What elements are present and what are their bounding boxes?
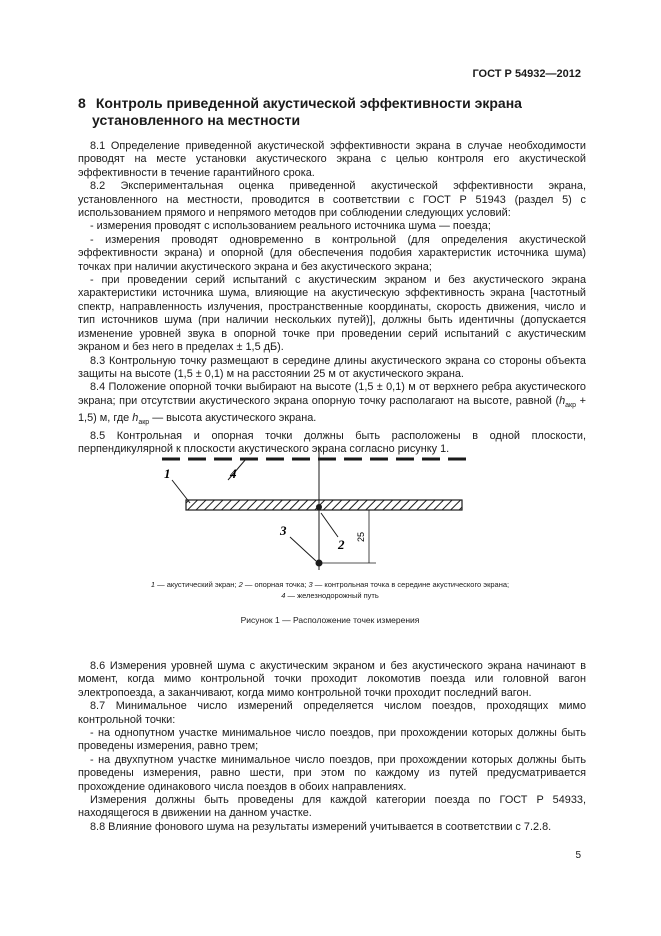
leader-line-1: [172, 480, 190, 503]
figure-legend: 1 — акустический экран; 2 — опорная точка; 3 — контрольная точка в середине акустического экрана; 4 — железнодорожный путь: [150, 580, 510, 600]
label-1: 1: [164, 466, 171, 481]
bullet-single-track: - на однопутном участке минимальное число поездов, при прохождении которых должны быть проведены измерения, равно трем;: [78, 727, 586, 753]
bullet-real-source: - измерения проводят с использованием реального источника шума — поезда;: [90, 220, 491, 233]
leader-line-3: [290, 537, 316, 561]
label-3: 3: [280, 523, 287, 538]
section-title-line-1: Контроль приведенной акустической эффективности экрана: [95, 95, 522, 111]
figure-1-diagram: [150, 445, 480, 575]
figure-caption: Рисунок 1 — Расположение точек измерения: [240, 615, 420, 625]
acoustic-screen-rect: [186, 500, 462, 510]
section-number: 8: [78, 95, 86, 111]
section-title-line-2: установленного на местности: [92, 112, 301, 128]
reference-point: [316, 504, 322, 510]
paragraph-8-3: 8.3 Контрольную точку размещают в середине длины акустического экрана со стороны объекта защиты на высоте (1,5 ± 0,1) м на расстоянии 25 м от акустического экрана.: [78, 354, 586, 380]
bullet-identical-source: - при проведении серий испытаний с акустическим экраном и без акустического экрана характеристики источника шума, влияющие на акустическую эффективность экрана [частотный спектр, направленность излучения, пространственные координаты, скорость движения, число и тип источников шума (при наличии нескольких путей)], должны быть идентичны (допускается изменение уровней звука в опорной точке при проведении серий испытаний с акустическим экраном и без него в пределах ± 1,5 дБ).: [78, 274, 586, 354]
paragraph-8-7: 8.7 Минимальное число измерений определяется числом поездов, проходящих мимо контрольной точки:: [78, 700, 586, 726]
dimension-label: 25: [356, 531, 366, 542]
label-4: 4: [230, 466, 237, 481]
paragraph-train-category: Измерения должны быть проведены для каждой категории поезда по ГОСТ Р 54933, находящегося в движении на данном участке.: [78, 794, 586, 820]
control-point: [316, 560, 323, 567]
bullet-simultaneous: - измерения проводят одновременно в контрольной (для определения акустической эффективности экрана) и опорной (для обеспечения подобия характеристик источника шума) точках при наличии акустического экрана и без акустического экрана;: [78, 233, 586, 273]
paragraph-8-2: 8.2 Экспериментальная оценка приведенной акустической эффективности экрана, установленного на местности, проводится в соответствии с ГОСТ Р 51943 (раздел 5) с использованием прямого и непрямого методов при соблюдении следующих условий:: [78, 180, 586, 220]
paragraph-8-4: 8.4 Положение опорной точки выбирают на высоте (1,5 ± 0,1) м от верхнего ребра акустического экрана; при отсутствии акустического экрана опорную точку располагают на высоте, равной $(h_{акр} + 1,5)$ м, где $h_{акр}$ — высота акустического экрана.: [78, 381, 586, 427]
document-header: ГОСТ Р 54932—2012: [472, 68, 581, 80]
section-title: [78, 95, 558, 129]
label-2: 2: [338, 537, 345, 552]
bullet-double-track: - на двухпутном участке минимальное число поездов, при прохождении которых должны быть проведены измерения, равно шести, при этом по каждому из путей предусматривается прохождение одинакового числа поездов в обоих направлениях.: [78, 753, 586, 793]
paragraph-8-8: 8.8 Влияние фонового шума на результаты измерений учитывается в соответствии с 7.2.8.: [90, 820, 552, 833]
text-block-top: [78, 140, 586, 457]
paragraph-8-6: 8.6 Измерения уровней шума с акустическим экраном и без акустического экрана начинают в момент, когда мимо контрольной точки проходит локомотив поезда или головной вагон электропоезда, а заканчивают, когда мимо контрольной точки проходит последний вагон.: [78, 660, 586, 699]
page-number: 5: [575, 850, 581, 861]
leader-line-2: [321, 513, 338, 537]
paragraph-8-5: 8.5 Контрольная и опорная точки должны быть расположены в одной плоскости, перпендикулярной к плоскости акустического экрана согласно рисунку 1.: [78, 429, 586, 456]
paragraph-8-1: 8.1 Определение приведенной акустической эффективности экрана в случае необходимости проводят на месте установки акустического экрана с целью контроля его акустической эффективности в течение гарантийного срока.: [78, 140, 586, 179]
text-block-bottom: [78, 660, 586, 834]
